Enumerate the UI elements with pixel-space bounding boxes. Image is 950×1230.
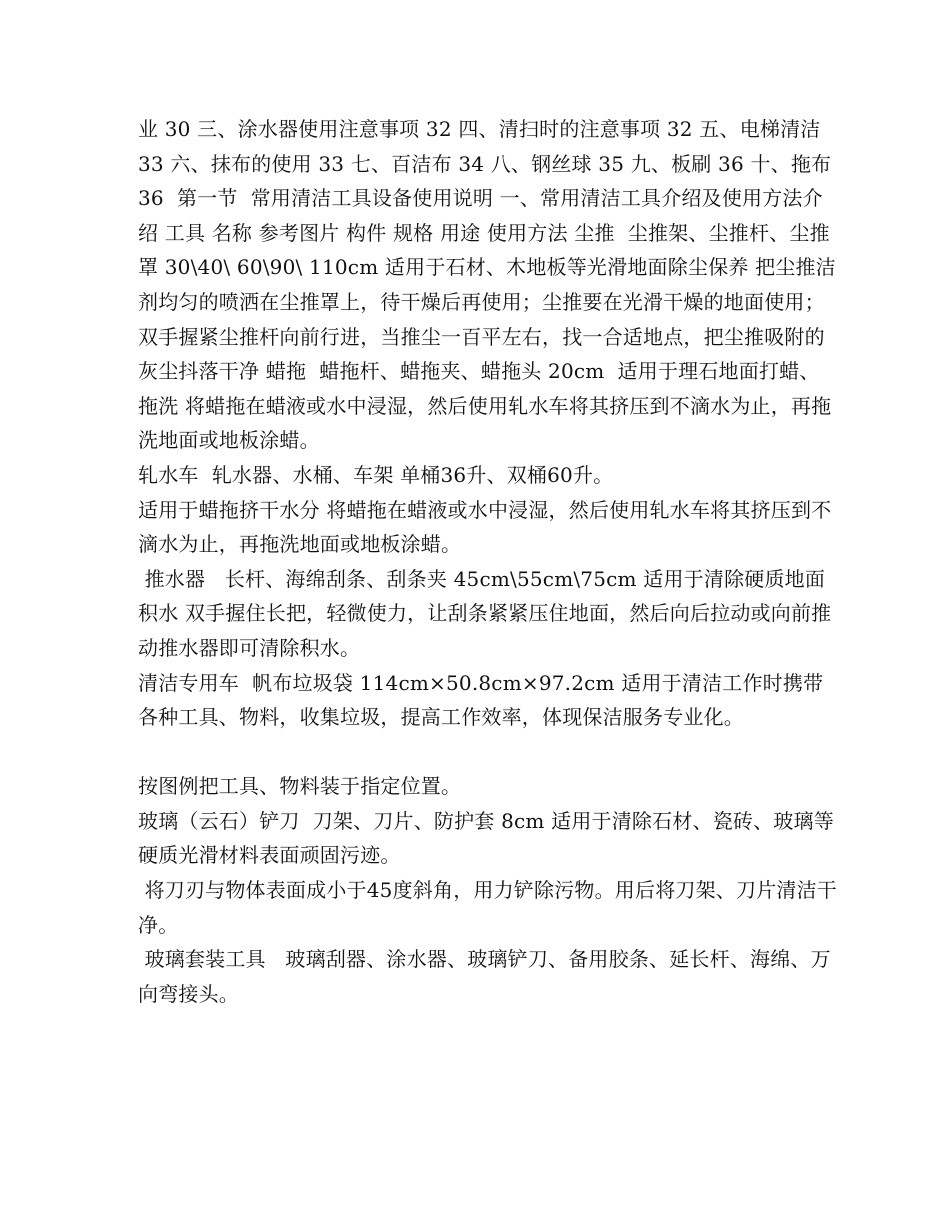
paragraph-scraper-usage: 将刀刃与物体表面成小于45度斜角，用力铲除污物。用后将刀架、刀片清洁干净。: [138, 878, 838, 937]
paragraph-squeeze-cart-usage: 适用于蜡拖挤干水分 将蜡拖在蜡液或水中浸湿，然后使用轧水车将其挤压到不滴水为止，再拖洗地面或地板涂蜡。: [138, 497, 832, 557]
paragraph-glass-kit: 玻璃套装工具 玻璃刮器、涂水器、玻璃铲刀、备用胶条、延长杆、海绵、万向弯接头。: [138, 947, 831, 1006]
paragraph-water-pusher: 推水器 长杆、海绵刮条、刮条夹 45cm\55cm\75cm 适用于清除硬质地面积水 双手握住长把，轻微使力，让刮条紧紧压住地面，然后向后拉动或向前推动推水器即可清除积水。: [138, 566, 832, 660]
paragraph-spacer: [138, 735, 838, 770]
paragraph-intro: 业 30 三、涂水器使用注意事项 32 四、清扫时的注意事项 32 五、电梯清洁 33 六、抹布的使用 33 七、百洁布 34 八、钢丝球 35 九、板刷 36 十、拖布 36 第一节 常用清洁工具设备使用说明 一、常用清洁工具介绍及使用方法介绍 工具 名称 参考图片 构件 规格 用途 使用方法 尘推 尘推架、尘推杆、尘推罩 30\40\ 60\90\ 110cm 适用于石材、木地板等光滑地面除尘保养 把尘推洁剂均匀的喷洒在尘推罩上，待干燥后再使用；尘推要在光滑干燥的地面使用；双手握紧尘推杆向前行进，当推尘一百平左右，找一合适地点，把尘推吸附的灰尘抖落干净 蜡拖 蜡拖杆、蜡拖夹、蜡拖头 20cm 适用于理石地面打蜡、拖洗 将蜡拖在蜡液或水中浸湿，然后使用轧水车将其挤压到不滴水为止，再拖洗地面或地板涂蜡。: [138, 117, 838, 453]
paragraph-cleaning-cart: 清洁专用车 帆布垃圾袋 114cm×50.8cm×97.2cm 适用于清洁工作时携带各种工具、物料，收集垃圾，提高工作效率，体现保洁服务专业化。: [138, 670, 824, 730]
document-body: [138, 112, 838, 1011]
paragraph-cart-loading: 按图例把工具、物料装于指定位置。: [138, 774, 462, 799]
paragraph-scraper: 玻璃（云石）铲刀 刀架、刀片、防护套 8cm 适用于清除石材、瓷砖、玻璃等硬质光滑材料表面顽固污迹。: [138, 808, 834, 868]
paragraph-squeeze-cart: 轧水车 轧水器、水桶、车架 单桶36升、双桶60升。: [138, 462, 614, 487]
